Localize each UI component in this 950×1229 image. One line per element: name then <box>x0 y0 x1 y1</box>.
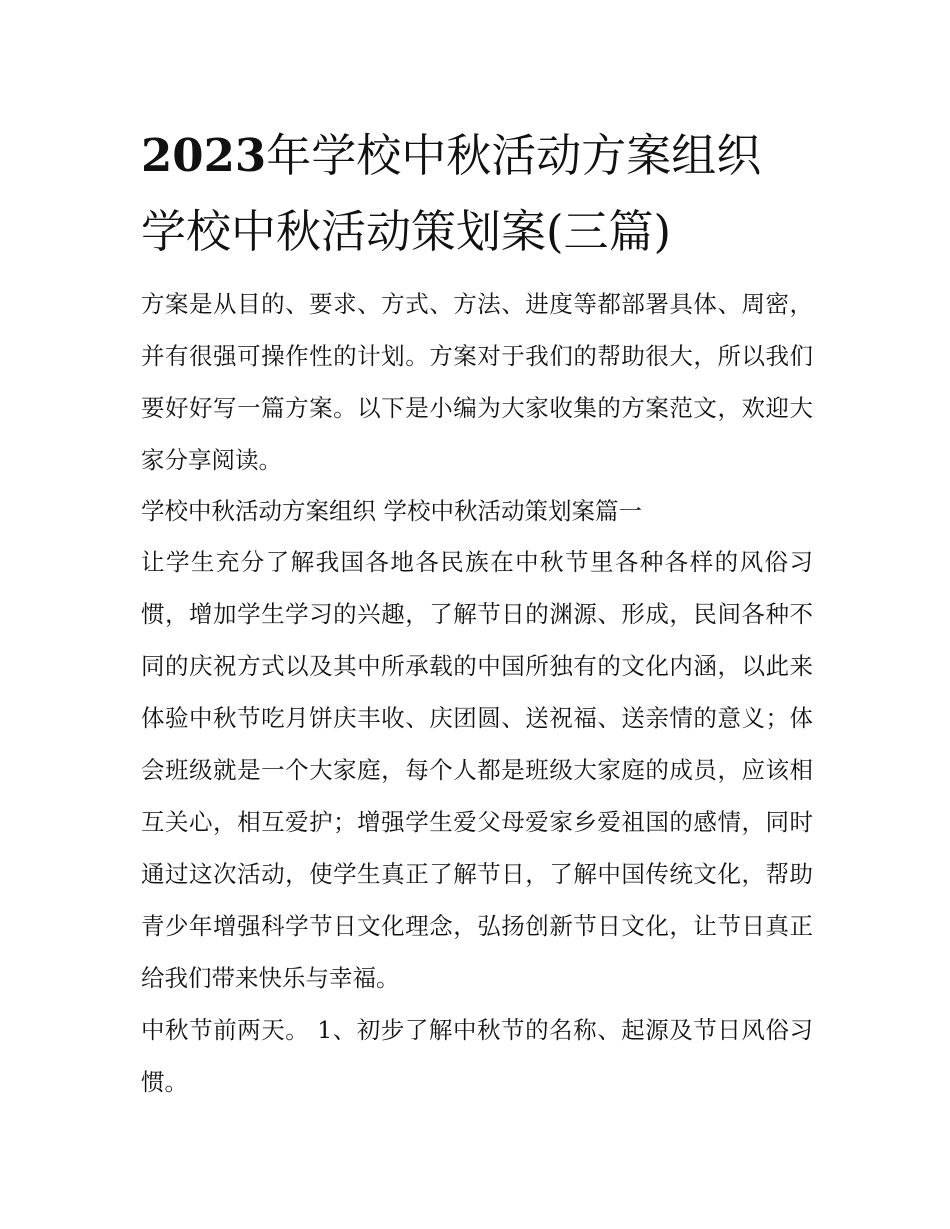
title-line-1 <box>141 118 813 194</box>
document-title <box>141 118 813 270</box>
title-year: 2023 <box>141 129 267 182</box>
body-paragraph-1: 让学生充分了解我国各地各民族在中秋节里各种各样的风俗习惯，增加学生学习的兴趣，了解节日的渊源、形成，民间各种不同的庆祝方式以及其中所承载的中国所独有的文化内涵，以此来体验中秋节吃月饼庆丰收、庆团圆、送祝福、送亲情的意义；体会班级就是一个大家庭，每个人都是班级大家庭的成员，应该相互关心，相互爱护；增强学生爱父母爱家乡爱祖国的感情，同时通过这次活动，使学生真正了解节日，了解中国传统文化，帮助青少年增强科学节日文化理念，弘扬创新节日文化，让节日真正给我们带来快乐与幸福。 <box>141 548 813 992</box>
document-content <box>141 118 813 1108</box>
intro-paragraph: 方案是从目的、要求、方式、方法、进度等都部署具体、周密，并有很强可操作性的计划。方案对于我们的帮助很大，所以我们要好好写一篇方案。以下是小编为大家收集的方案范文，欢迎大家分享阅读。 <box>141 290 813 474</box>
section-heading: 学校中秋活动方案组织 学校中秋活动策划案篇一 <box>141 497 642 525</box>
body-paragraph-2: 中秋节前两天。 1、初步了解中秋节的名称、起源及节日风俗习惯。 <box>141 1016 813 1096</box>
title-line-2: 学校中秋活动策划案(三篇) <box>141 205 672 258</box>
title-line-1-text: 年学校中秋活动方案组织 <box>266 129 762 182</box>
